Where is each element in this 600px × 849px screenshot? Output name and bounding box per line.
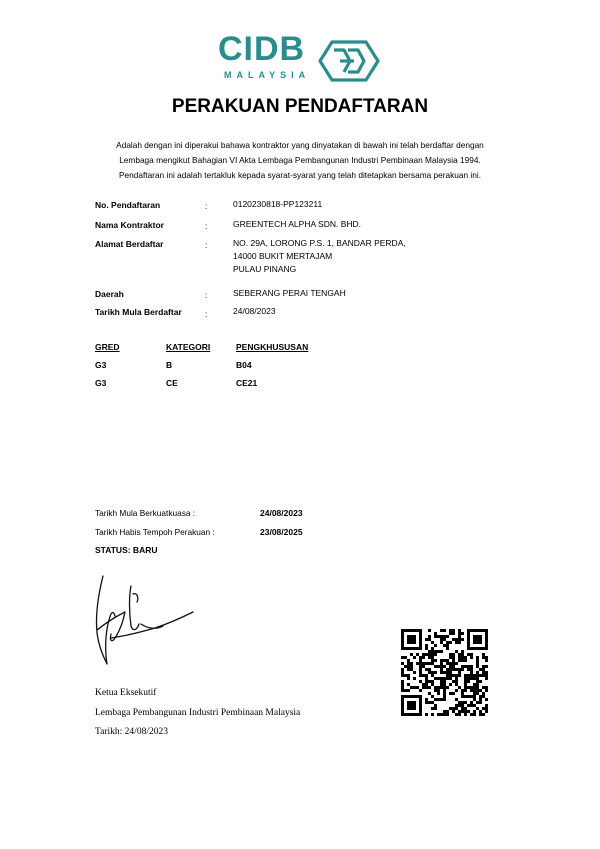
qr-code-icon (401, 629, 488, 716)
contractor-name-label: Nama Kontraktor (95, 220, 164, 230)
expiry-date-value: 23/08/2025 (260, 527, 303, 537)
effective-date-value: 24/08/2023 (260, 508, 303, 518)
registration-date-label: Tarikh Mula Berdaftar (95, 307, 182, 317)
intro-line: Adalah dengan ini diperakui bahawa kontraktor yang dinyatakan di bawah ini telah berdaftar dengan (116, 140, 484, 150)
grade-cell: G3 (95, 378, 107, 388)
cidb-hex-mark-icon (318, 40, 380, 82)
colon: : (205, 290, 208, 300)
colon: : (205, 309, 208, 319)
address-value (233, 237, 406, 276)
category-cell: CE (166, 378, 178, 388)
category-header: KATEGORI (166, 342, 211, 352)
registration-no-value: 0120230818-PP123211 (233, 199, 323, 209)
grade-cell: G3 (95, 360, 107, 370)
logo-subtext: MALAYSIA (224, 70, 311, 80)
specialization-header: PENGKHUSUSAN (236, 342, 309, 352)
cidb-logo (218, 30, 382, 86)
district-label: Daerah (95, 289, 124, 299)
colon: : (205, 240, 208, 250)
specialization-cell: CE21 (236, 378, 258, 388)
address-label: Alamat Berdaftar (95, 239, 164, 249)
signature-image (85, 572, 205, 672)
contractor-name-value: GREENTECH ALPHA SDN. BHD. (233, 219, 362, 229)
grade-header: GRED (95, 342, 120, 352)
address-line: 14000 BUKIT MERTAJAM (233, 251, 333, 261)
district-value: SEBERANG PERAI TENGAH (233, 288, 346, 298)
logo-text: CIDB (218, 30, 306, 68)
effective-date-label: Tarikh Mula Berkuatkuasa : (95, 508, 196, 518)
expiry-date-label: Tarikh Habis Tempoh Perakuan : (95, 527, 215, 537)
signatory-role: Ketua Eksekutif (95, 688, 157, 698)
address-line: PULAU PINANG (233, 264, 297, 274)
signatory-organization: Lembaga Pembangunan Industri Pembinaan Malaysia (95, 708, 301, 718)
registration-date-value: 24/08/2023 (233, 306, 276, 316)
registration-no-label: No. Pendaftaran (95, 200, 161, 210)
category-cell: B (166, 360, 173, 370)
intro-line: Pendaftaran ini adalah tertakluk kepada syarat-syarat yang telah ditetapkan bersama perakuan ini. (118, 170, 482, 180)
signature-date: Tarikh: 24/08/2023 (95, 727, 168, 737)
colon: : (205, 221, 208, 231)
intro-paragraph (60, 138, 540, 183)
intro-line: Lembaga mengikut Bahagian VI Akta Lembaga Pembangunan Industri Pembinaan Malaysia 1994. (119, 155, 481, 165)
colon: : (205, 201, 208, 211)
status-text: STATUS: BARU (95, 545, 158, 555)
address-line: NO. 29A, LORONG P.S. 1, BANDAR PERDA, (233, 238, 406, 248)
specialization-cell: B04 (236, 360, 252, 370)
certificate-title: PERAKUAN PENDAFTARAN (171, 96, 429, 117)
